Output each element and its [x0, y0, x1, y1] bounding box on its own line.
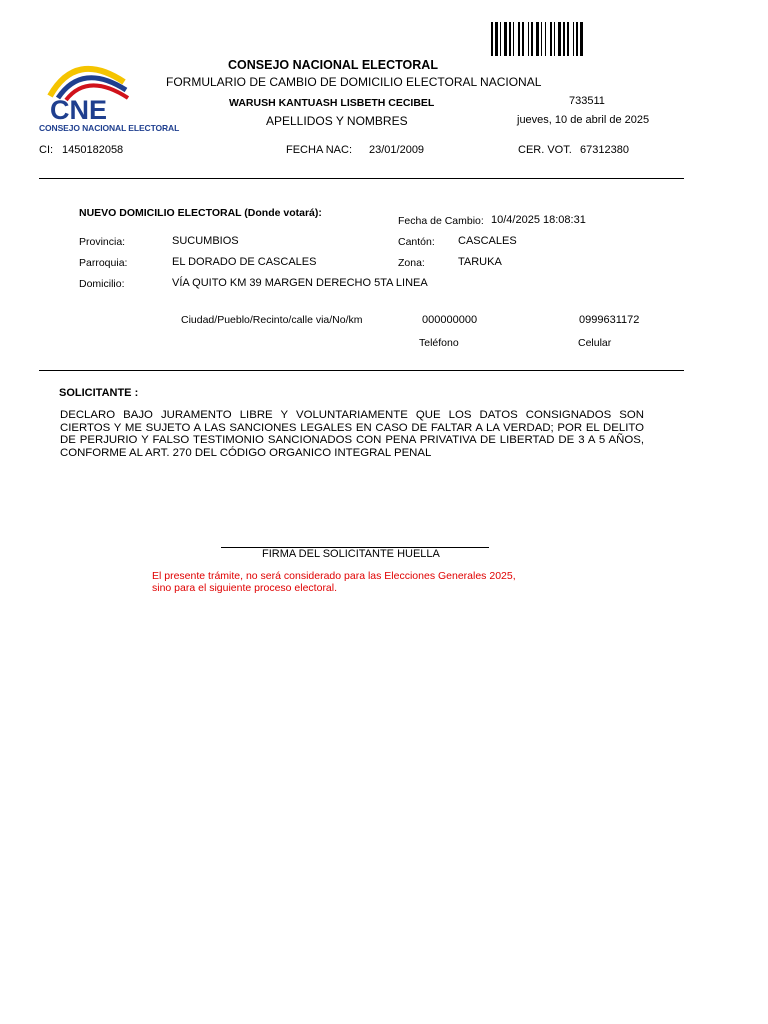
change-date-value: 10/4/2025 18:08:31	[491, 214, 586, 226]
parish-value: EL DORADO DE CASCALES	[172, 256, 317, 268]
barcode-bar	[573, 22, 574, 56]
voting-cert-value: 67312380	[580, 144, 629, 156]
barcode-bar	[536, 22, 539, 56]
full-name: WARUSH KANTUASH LISBETH CECIBEL	[229, 97, 435, 109]
province-label: Provincia:	[79, 236, 126, 248]
logo-caption: CONSEJO NACIONAL ELECTORAL	[39, 123, 180, 133]
zone-value: TARUKA	[458, 256, 502, 268]
barcode-bar	[528, 22, 529, 56]
form-title: FORMULARIO DE CAMBIO DE DOMICILIO ELECTORAL NACIONAL	[166, 75, 542, 89]
signature-caption: FIRMA DEL SOLICITANTE HUELLA	[262, 548, 440, 560]
barcode-bar	[541, 22, 542, 56]
barcode-bar	[531, 22, 533, 56]
barcode-bar	[522, 22, 524, 56]
name-caption: APELLIDOS Y NOMBRES	[266, 114, 408, 128]
address-value: VÍA QUITO KM 39 MARGEN DERECHO 5TA LINEA	[172, 277, 428, 289]
sworn-declaration: DECLARO BAJO JURAMENTO LIBRE Y VOLUNTARIAMENTE QUE LOS DATOS CONSIGNADOS SON CIERTOS Y ME SUJETO A LAS SANCIONES LEGALES EN CASO DE FALTAR A LA VERDAD; POR EL DELITO DE PERJURIO Y FALSO TESTIMONIO SANCIONADOS CON PENA PRIVATIVA DE LIBERTAD DE 3 A 5 AÑOS, CONFORME AL ART. 270 DEL CÓDIGO ORGANICO INTEGRAL PENAL	[60, 409, 644, 459]
logo-letters: CNE	[50, 95, 108, 125]
phone-value: 000000000	[422, 314, 478, 326]
domicile-section-title: NUEVO DOMICILIO ELECTORAL (Donde votará):	[79, 207, 322, 219]
voting-cert-label: CER. VOT.	[518, 144, 572, 156]
canton-value: CASCALES	[458, 235, 517, 247]
address-caption: Ciudad/Pueblo/Recinto/calle via/No/km	[181, 314, 363, 326]
phone-label: Teléfono	[419, 337, 459, 349]
barcode-bar	[580, 22, 583, 56]
election-notice: El presente trámite, no será considerado para las Elecciones Generales 2025, sino para el siguiente proceso electoral.	[152, 570, 516, 594]
ci-value: 1450182058	[62, 144, 124, 156]
barcode-bar	[567, 22, 569, 56]
barcode-bar	[563, 22, 565, 56]
barcode-bar	[554, 22, 555, 56]
divider-top	[39, 178, 684, 179]
canton-label: Cantón:	[398, 236, 435, 248]
applicant-section-title: SOLICITANTE :	[59, 387, 139, 399]
parish-label: Parroquia:	[79, 257, 128, 269]
birth-date-value: 23/01/2009	[369, 144, 425, 156]
barcode	[491, 22, 674, 56]
barcode-bar	[491, 22, 493, 56]
zone-label: Zona:	[398, 257, 425, 269]
ci-label: CI:	[39, 144, 54, 156]
barcode-bar	[545, 22, 546, 56]
barcode-bar	[504, 22, 507, 56]
barcode-bar	[558, 22, 561, 56]
barcode-bar	[576, 22, 578, 56]
barcode-bar	[513, 22, 514, 56]
cell-label: Celular	[578, 337, 612, 349]
birth-date-label: FECHA NAC:	[286, 144, 353, 156]
address-label: Domicilio:	[79, 278, 125, 290]
form-number: 733511	[569, 95, 605, 107]
barcode-bar	[500, 22, 501, 56]
divider-middle	[39, 370, 684, 371]
issue-date: jueves, 10 de abril de 2025	[517, 114, 650, 126]
cell-value: 0999631172	[579, 314, 640, 326]
change-date-label: Fecha de Cambio:	[398, 215, 484, 227]
province-value: SUCUMBIOS	[172, 235, 239, 247]
barcode-bar	[509, 22, 511, 56]
barcode-bar	[550, 22, 552, 56]
barcode-bar	[518, 22, 520, 56]
barcode-bar	[495, 22, 498, 56]
institution-title: CONSEJO NACIONAL ELECTORAL	[228, 58, 438, 72]
